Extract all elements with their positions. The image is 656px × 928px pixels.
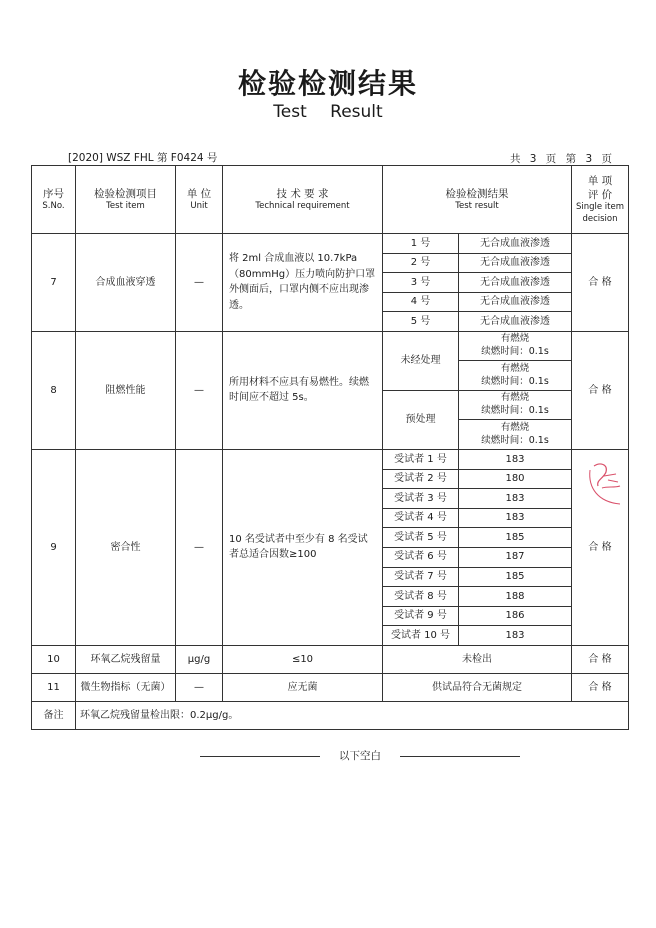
table-row [32, 645, 629, 673]
row9-value: 183 [459, 508, 572, 528]
row7-label: 1 号 [383, 234, 459, 254]
row7-label: 5 号 [383, 312, 459, 332]
row9-value: 180 [459, 469, 572, 489]
row9-decision: 合 格 [572, 449, 629, 645]
header-sn: 序号 S.No. [32, 166, 76, 234]
row9-value: 185 [459, 528, 572, 548]
row9-label: 受试者 6 号 [383, 547, 459, 567]
header-result: 检验检测结果 Test result [383, 166, 572, 234]
row9-value: 185 [459, 567, 572, 587]
row9-label: 受试者 7 号 [383, 567, 459, 587]
row10-unit: μg/g [176, 645, 223, 673]
row9-value: 188 [459, 587, 572, 607]
page-subtitle: Test Result [273, 102, 383, 122]
row9-value: 183 [459, 489, 572, 509]
table-header-row [32, 166, 629, 234]
row8-group-pretreated: 预处理 [383, 390, 459, 449]
row7-label: 4 号 [383, 292, 459, 312]
header-unit: 单 位 Unit [176, 166, 223, 234]
table-row [32, 331, 629, 361]
row9-label: 受试者 4 号 [383, 508, 459, 528]
row11-unit: — [176, 673, 223, 701]
results-table [31, 165, 629, 730]
document-number: [2020] WSZ FHL 第 F0424 号 [68, 152, 218, 164]
header-requirement: 技 术 要 求 Technical requirement [223, 166, 383, 234]
row9-value: 183 [459, 626, 572, 646]
end-marker [200, 748, 520, 764]
row7-sn: 7 [32, 234, 76, 332]
row8-decision: 合 格 [572, 331, 629, 449]
note-row [32, 701, 629, 729]
note-text: 环氧乙烷残留量检出限：0.2μg/g。 [76, 701, 629, 729]
row9-label: 受试者 1 号 [383, 449, 459, 469]
row7-requirement: 将 2ml 合成血液以 10.7kPa（80mmHg）压力喷向防护口罩外侧面后，口罩内侧不应出现渗透。 [223, 234, 383, 332]
row9-value: 186 [459, 606, 572, 626]
table-row [32, 673, 629, 701]
row9-item: 密合性 [76, 449, 176, 645]
page-info: 共 3 页 第 3 页 [509, 153, 612, 165]
row9-label: 受试者 5 号 [383, 528, 459, 548]
row7-decision: 合 格 [572, 234, 629, 332]
row7-value: 无合成血液渗透 [459, 253, 572, 273]
row7-value: 无合成血液渗透 [459, 292, 572, 312]
row10-item: 环氧乙烷残留量 [76, 645, 176, 673]
row9-label: 受试者 9 号 [383, 606, 459, 626]
header-item: 检验检测项目 Test item [76, 166, 176, 234]
row11-sn: 11 [32, 673, 76, 701]
row7-item: 合成血液穿透 [76, 234, 176, 332]
row8-sn: 8 [32, 331, 76, 449]
row8-value: 有燃烧 续燃时间：0.1s [459, 331, 572, 361]
row8-value: 有燃烧 续燃时间：0.1s [459, 361, 572, 391]
row10-result: 未检出 [383, 645, 572, 673]
row9-label: 受试者 3 号 [383, 489, 459, 509]
row9-value: 187 [459, 547, 572, 567]
row8-value: 有燃烧 续燃时间：0.1s [459, 420, 572, 450]
row7-label: 2 号 [383, 253, 459, 273]
row7-value: 无合成血液渗透 [459, 273, 572, 293]
header-decision: 单 项 评 价 Single item decision [572, 166, 629, 234]
row11-requirement: 应无菌 [223, 673, 383, 701]
handwritten-mark-icon [586, 458, 626, 508]
end-text: 以下空白 [339, 750, 381, 762]
row8-requirement: 所用材料不应具有易燃性。续燃时间应不超过 5s。 [223, 331, 383, 449]
row9-value: 183 [459, 449, 572, 469]
row10-decision: 合 格 [572, 645, 629, 673]
row7-value: 无合成血液渗透 [459, 312, 572, 332]
row9-requirement: 10 名受试者中至少有 8 名受试者总适合因数≥100 [223, 449, 383, 645]
table-row [32, 234, 629, 254]
row7-label: 3 号 [383, 273, 459, 293]
row10-sn: 10 [32, 645, 76, 673]
row8-value: 有燃烧 续燃时间：0.1s [459, 390, 572, 420]
row9-sn: 9 [32, 449, 76, 645]
row9-unit: — [176, 449, 223, 645]
row8-item: 阻燃性能 [76, 331, 176, 449]
row11-decision: 合 格 [572, 673, 629, 701]
row11-result: 供试品符合无菌规定 [383, 673, 572, 701]
row10-requirement: ≤10 [223, 645, 383, 673]
note-label: 备注 [32, 701, 76, 729]
row7-unit: — [176, 234, 223, 332]
row8-unit: — [176, 331, 223, 449]
row9-label: 受试者 10 号 [383, 626, 459, 646]
row9-label: 受试者 8 号 [383, 587, 459, 607]
table-row [32, 449, 629, 469]
row7-value: 无合成血液渗透 [459, 234, 572, 254]
row11-item: 微生物指标（无菌） [76, 673, 176, 701]
row9-label: 受试者 2 号 [383, 469, 459, 489]
row8-group-untreated: 未经处理 [383, 331, 459, 390]
page-title: 检验检测结果 [237, 67, 418, 100]
